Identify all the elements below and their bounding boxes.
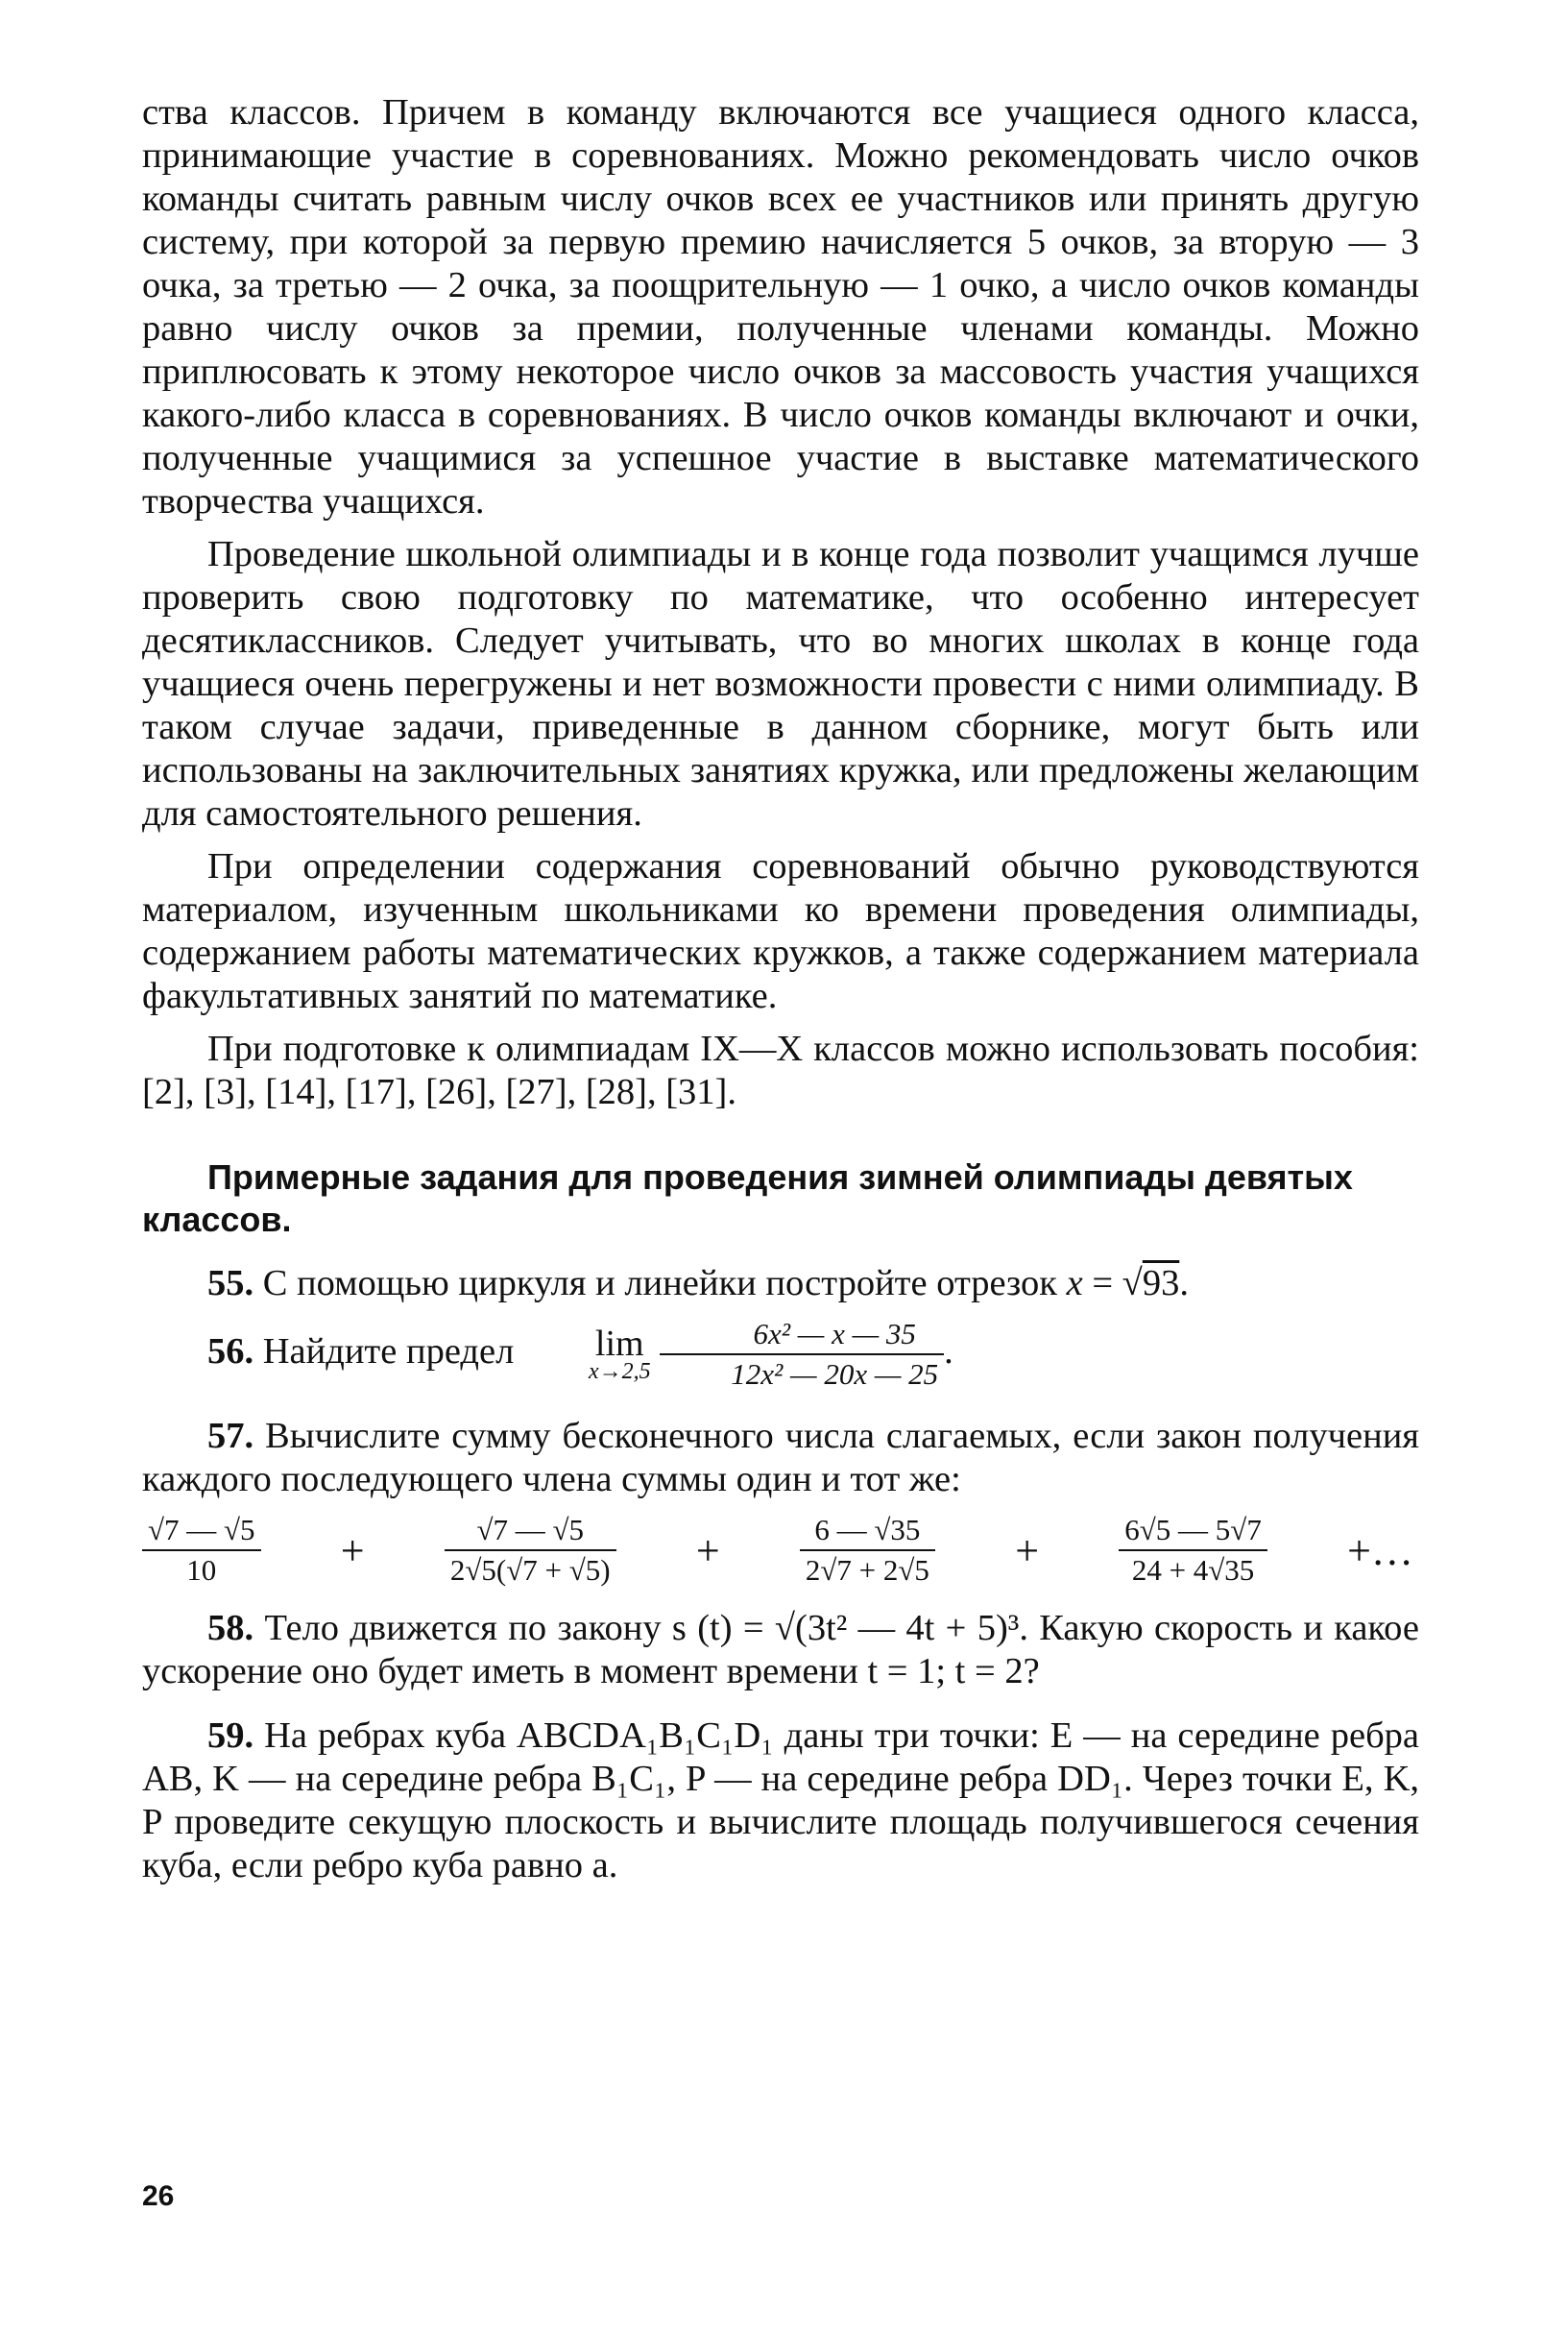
paragraph-3: При определении содержания соревнований обычно руководствуются материалом, изученным школьниками ко времени проведения олимпиады, содержанием работы математических кружков, а также содержанием материала факультативных занятий по математике. (142, 846, 1419, 1016)
page-body (142, 91, 1419, 1887)
problem-number: 58. (207, 1608, 254, 1648)
paragraph-2: Проведение школьной олимпиады и в конце года позволит учащимся лучше проверить свою подготовку по математике, что особенно интересует десятиклассников. Следует учитывать, что во многих школах в конце года учащиеся очень перегружены и нет возможности провести с ними олимпиаду. В таком случае задачи, приведенные в данном сборнике, могут быть или использованы на заключительных занятиях кружка, или предложены желающим для самостоятельного решения. (142, 534, 1419, 834)
plus-sign: + (1015, 1526, 1040, 1574)
problem-number: 59. (207, 1715, 254, 1756)
fraction-numerator: 6x² — x — 35 (660, 1315, 944, 1355)
section-heading: Примерные задания для проведения зимней олимпиады девятых классов. (142, 1157, 1353, 1239)
series-expression (142, 1511, 1419, 1590)
plus-sign: + (340, 1526, 365, 1574)
problem-number: 55. (207, 1263, 254, 1303)
series-term: $\frac{6 — √35}{2√7 + 2√5}$ (800, 1511, 935, 1590)
limit-operator: lim x→2,5 (523, 1326, 651, 1382)
page-number: 26 (142, 2180, 175, 2212)
problem-text: С помощью циркуля и линейки постройте отрезок (262, 1263, 1067, 1303)
problem-55: 55. С помощью циркуля и линейки постройте отрезок x = √93. (207, 1263, 1189, 1303)
plus-sign: + (695, 1526, 720, 1574)
paragraph-1: ства классов. Причем в команду включаются все учащиеся одного класса, принимающие участие в соревнованиях. Можно рекомендовать число очков команды считать равным числу очков всех ее участников или принять другую систему, при которой за первую премию начисляется 5 очков, за вторую — 3 очка, за третью — 2 очка, за поощрительную — 1 очко, а число очков команды равно числу очков за премии, полученные членами команды. Можно приплюсовать к этому некоторое число очков за массовость участия учащихся какого-либо класса в соревнованиях. В число очков команды включают и очки, полученные учащимися за успешное участие в выставке математического творчества учащихся. (142, 92, 1419, 522)
math-equals-root: = √ (1082, 1263, 1143, 1303)
series-term: $\frac{√7 — √5}{2√5(√7 + √5)}$ (445, 1511, 616, 1590)
problem-text: Тело движется по закону s (t) = √(3t² — 4t + 5)³. Какую скорость и какое ускорение оно будет иметь в момент времени t = 1; t = 2? (142, 1608, 1419, 1691)
problem-57 (142, 1415, 1419, 1501)
problem-text: Найдите предел (262, 1330, 515, 1372)
limit-fraction (660, 1315, 944, 1394)
fraction-denominator: 12x² — 20x — 25 (731, 1357, 939, 1391)
math-radicand: 93 (1142, 1263, 1180, 1303)
problem-56: 56. Найдите предел lim x→2,5 $\frac{\text{6x² — x — 35}}{\text{12x² — 20x — 25}}$ . (142, 1315, 1419, 1394)
paragraph-4: При подготовке к олимпиадам IX—X классов можно использовать пособия: [2], [3], [14], [17], [26], [27], [28], [31]. (142, 1029, 1419, 1112)
problem-number: 57. (207, 1416, 254, 1456)
limit-subscript: x→2,5 (588, 1359, 651, 1384)
problem-text: На ребрах куба ABCDA₁B₁C₁D₁ даны три точки: E — на середине ребра AB, K — на середине ребра B₁C₁, P — на середине ребра DD₁. Через точки E, K, P проведите секущую плоскость и вычислите площадь получившегося сечения куба, если ребро куба равно a. (142, 1715, 1419, 1885)
problem-number: 56. (207, 1330, 254, 1372)
problem-text: Вычислите сумму бесконечного числа слагаемых, если закон получения каждого последующего члена суммы один и тот же: (142, 1416, 1420, 1499)
problem-59 (142, 1714, 1419, 1887)
math-variable: x (1066, 1263, 1083, 1303)
series-ellipsis: +… (1347, 1526, 1413, 1574)
series-term: $\frac{6√5 — 5√7}{24 + 4√35}$ (1119, 1511, 1267, 1590)
problem-58 (142, 1607, 1419, 1693)
series-term: $\frac{√7 — √5}{10}$ (142, 1511, 261, 1590)
